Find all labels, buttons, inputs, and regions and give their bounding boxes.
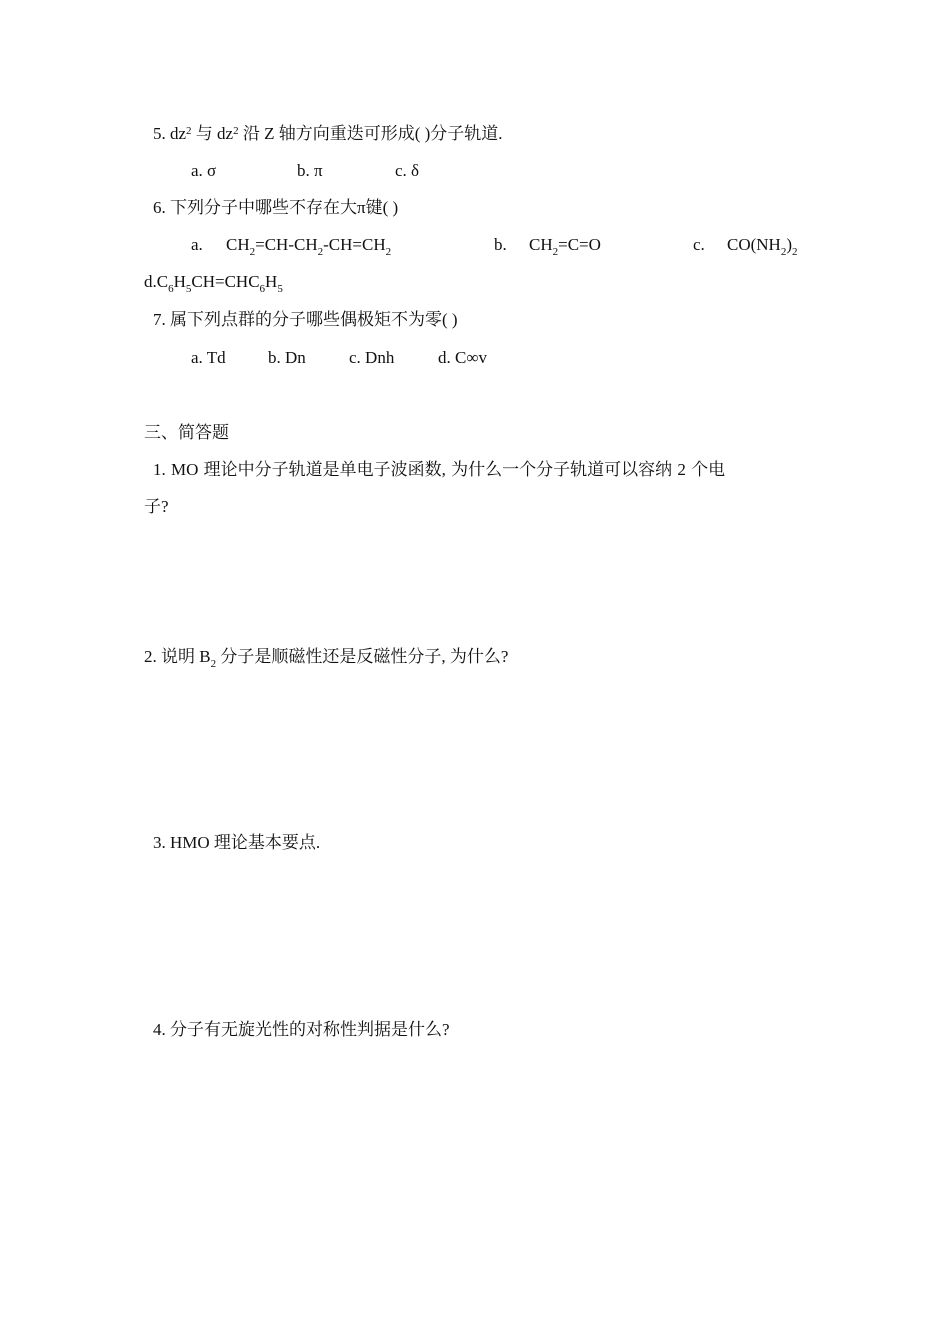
q5-text-b: 与 dz — [191, 124, 234, 143]
section-3-heading: 三、简答题 — [144, 423, 229, 442]
short-answer-1-line2: 子? — [144, 497, 169, 516]
question-5-stem — [153, 123, 503, 145]
q6-option-b-label: b. — [494, 235, 507, 254]
question-6-stem: 6. 下列分子中哪些不存在大π键( ) — [153, 198, 399, 217]
short-answer-1-line1: 1. MO 理论中分子轨道是单电子波函数, 为什么一个分子轨道可以容纳 2 个电 — [153, 460, 726, 479]
q6-option-c-formula: $CO(NH_2)_2$ — [727, 235, 798, 258]
q5-option-c: c. δ — [395, 161, 420, 180]
q6-option-a-formula: $CH_2=CH-CH_2-CH=CH_2$ — [226, 235, 392, 258]
short-answer-3: 3. HMO 理论基本要点. — [153, 833, 321, 852]
q7-option-c: c. Dnh — [349, 348, 395, 367]
q5-text-c: 沿 Z 轴方向重迭可形成( )分子轨道. — [238, 124, 503, 143]
q6-option-a-label: a. — [191, 235, 203, 254]
q5-option-b: b. π — [297, 161, 323, 180]
short-answer-4: 4. 分子有无旋光性的对称性判据是什么? — [153, 1020, 450, 1039]
question-7-stem: 7. 属下列点群的分子哪些偶极矩不为零( ) — [153, 310, 458, 329]
q7-option-b: b. Dn — [268, 348, 306, 367]
q6-option-d-formula: $d.C_6H_5CH=CHC_6H_5$ — [144, 272, 283, 295]
q5-sup-a: 2 — [186, 125, 192, 137]
q6-option-b-formula: $CH_2=C=O$ — [529, 235, 601, 258]
q5-option-a: a. σ — [191, 161, 217, 180]
q5-text-a: 5. dz — [153, 124, 187, 143]
q6-option-c-label: c. — [693, 235, 705, 254]
q5-sup-b: 2 — [233, 125, 239, 137]
short-answer-2: 2. 说明 $B_2$ 分子是顺磁性还是反磁性分子, 为什么? — [144, 647, 509, 670]
q7-option-d: d. C∞v — [438, 348, 487, 367]
q7-option-a: a. Td — [191, 348, 226, 367]
